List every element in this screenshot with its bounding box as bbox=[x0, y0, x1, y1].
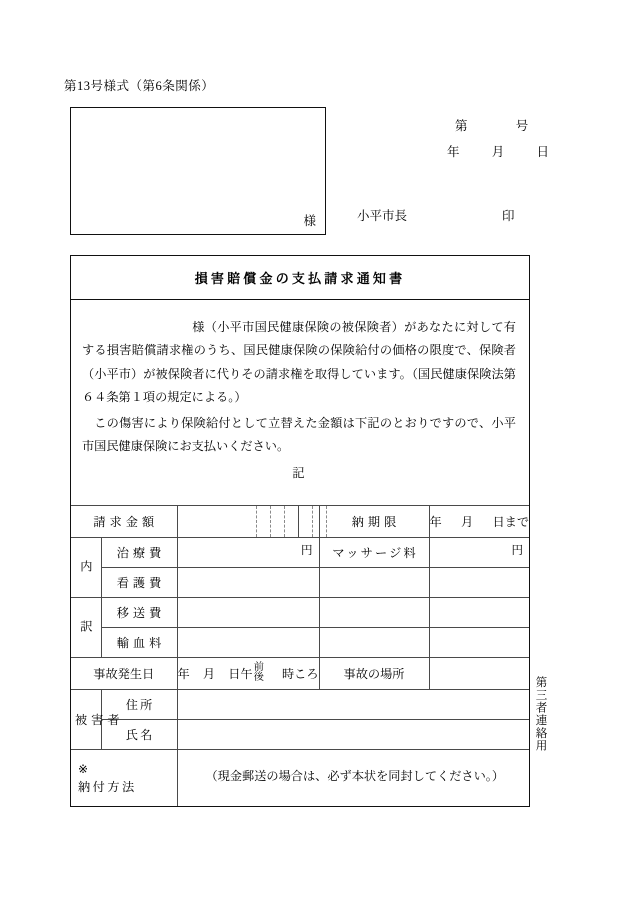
victim-name-label: 氏名 bbox=[101, 719, 177, 749]
digit-blank bbox=[178, 506, 256, 537]
breakdown-extra-cell[interactable] bbox=[319, 627, 429, 657]
breakdown-extra-cell[interactable] bbox=[429, 597, 529, 627]
breakdown-label-massage: マッサージ料 bbox=[319, 537, 429, 567]
breakdown-value-massage[interactable] bbox=[429, 537, 529, 567]
ampm-top[interactable]: 前 bbox=[253, 661, 264, 673]
breakdown-extra-cell[interactable] bbox=[319, 567, 429, 597]
accident-day: 日午 bbox=[228, 666, 253, 681]
body-text bbox=[71, 300, 529, 505]
row-victim-name bbox=[71, 719, 529, 749]
victim-label: 被害者 bbox=[71, 689, 101, 749]
digit-cell[interactable] bbox=[298, 506, 312, 537]
accident-year: 年 bbox=[177, 666, 190, 681]
due-date-month: 月 bbox=[460, 514, 474, 529]
digit-cell[interactable] bbox=[270, 506, 284, 537]
breakdown-value-transport[interactable] bbox=[177, 597, 319, 627]
breakdown-label-bottom: 訳 bbox=[71, 597, 101, 657]
row-breakdown-4 bbox=[71, 627, 529, 657]
ampm-selector[interactable] bbox=[254, 663, 264, 684]
accident-place-value[interactable] bbox=[429, 657, 529, 689]
accident-time: 時ころ bbox=[281, 666, 319, 681]
breakdown-value-nursing[interactable] bbox=[177, 567, 319, 597]
due-date-year: 年 bbox=[429, 514, 442, 529]
victim-name-value[interactable] bbox=[177, 719, 529, 749]
breakdown-extra-cell[interactable] bbox=[319, 597, 429, 627]
recipient-address-box[interactable] bbox=[70, 107, 326, 235]
document-number bbox=[455, 116, 528, 134]
claim-amount-label: 請求金額 bbox=[71, 505, 177, 537]
payment-method-value[interactable] bbox=[177, 749, 529, 806]
issuer-seal-mark: 印 bbox=[502, 209, 515, 223]
breakdown-value-transfusion[interactable] bbox=[177, 627, 319, 657]
digit-cell[interactable] bbox=[256, 506, 270, 537]
document-date bbox=[447, 142, 549, 160]
accident-date-value[interactable] bbox=[177, 657, 319, 689]
breakdown-label-nursing: 看護費 bbox=[101, 567, 177, 597]
claim-amount-digit-boxes[interactable] bbox=[177, 505, 319, 537]
issuer-name: 小平市長 bbox=[357, 209, 408, 223]
document-title: 損害賠償金の支払請求通知書 bbox=[194, 271, 406, 286]
breakdown-extra-cell[interactable] bbox=[429, 567, 529, 597]
side-note-third-party: 第三者連絡用 bbox=[534, 676, 547, 753]
victim-address-value[interactable] bbox=[177, 689, 529, 719]
main-frame bbox=[70, 255, 530, 807]
breakdown-extra-cell[interactable] bbox=[429, 627, 529, 657]
breakdown-label-transfusion: 輸血料 bbox=[101, 627, 177, 657]
paragraph-1: 様（小平市国民健康保険の被保険者）があなたに対して有する損害賠償請求権のうち、国民健康保険の保険給付の価格の限度で、保険者（小平市）が被保険者に代りその請求権を取得しています。（国民健康保険法第６４条第１項の規定による。） bbox=[82, 320, 516, 405]
due-date-day-until: 日まで bbox=[492, 514, 530, 529]
breakdown-value-treatment[interactable] bbox=[177, 537, 319, 567]
payment-method-label-cell bbox=[71, 749, 177, 806]
document-title-band bbox=[71, 256, 529, 300]
ki-marker: 記 bbox=[292, 465, 306, 480]
due-date-label: 納期限 bbox=[319, 505, 429, 537]
row-accident bbox=[71, 657, 529, 689]
document-date-month: 月 bbox=[491, 145, 505, 159]
breakdown-label-top: 内 bbox=[71, 537, 101, 597]
document-date-year: 年 bbox=[447, 145, 460, 159]
accident-date-label: 事故発生日 bbox=[71, 657, 177, 689]
accident-month: 月 bbox=[202, 666, 216, 681]
paragraph-2: この傷害により保険給付として立替えた金額は下記のとおりですので、小平市国民健康保険にお支払いください。 bbox=[82, 415, 516, 454]
recipient-honorific: 様 bbox=[303, 214, 316, 228]
payment-method-note: （現金郵送の場合は、必ず本状を同封してください。） bbox=[205, 769, 505, 784]
row-claim-amount bbox=[71, 505, 529, 537]
due-date-value[interactable] bbox=[429, 505, 529, 537]
paragraph-1-wrap bbox=[82, 316, 516, 410]
row-breakdown-2 bbox=[71, 567, 529, 597]
ampm-bottom[interactable]: 後 bbox=[253, 672, 264, 684]
claim-details-table bbox=[71, 505, 529, 806]
digit-cell[interactable] bbox=[284, 506, 298, 537]
row-payment-method bbox=[71, 749, 529, 806]
accident-place-label: 事故の場所 bbox=[319, 657, 429, 689]
victim-address-label: 住所 bbox=[101, 689, 177, 719]
document-number-prefix: 第 bbox=[455, 119, 468, 133]
breakdown-label-treatment: 治療費 bbox=[101, 537, 177, 567]
document-date-day: 日 bbox=[536, 145, 550, 159]
yen-mark: 円 bbox=[511, 544, 524, 557]
form-code: 第13号様式（第6条関係） bbox=[64, 79, 215, 93]
payment-method-mark: ※ bbox=[78, 761, 89, 776]
breakdown-label-transport: 移送費 bbox=[101, 597, 177, 627]
document-number-suffix: 号 bbox=[515, 119, 529, 133]
row-breakdown-3 bbox=[71, 597, 529, 627]
row-victim-address bbox=[71, 689, 529, 719]
payment-method-label: 納付方法 bbox=[78, 779, 137, 794]
yen-mark: 円 bbox=[301, 544, 313, 557]
row-breakdown-1 bbox=[71, 537, 529, 567]
